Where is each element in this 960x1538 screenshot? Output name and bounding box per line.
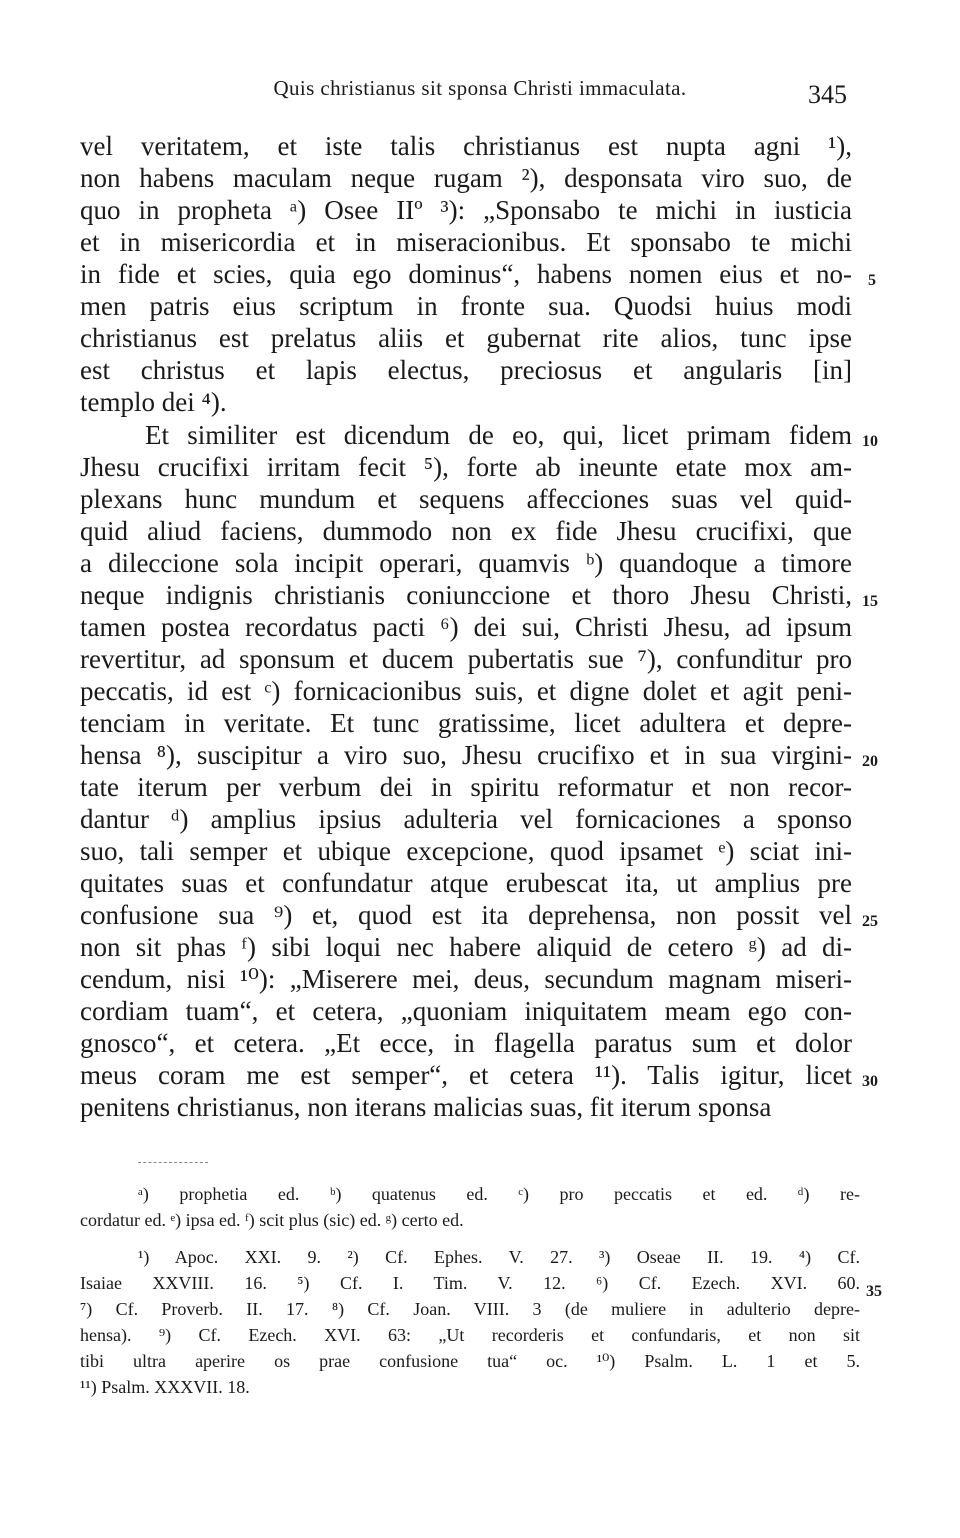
text-line: revertitur, ad sponsum et ducem pubertatis sue ⁷), confunditur pro [80,644,852,674]
text-line: penitens christianus, non iterans malicias suas, fit iterum sponsa [80,1092,772,1122]
text-line: suo, tali semper et ubique excepcione, quod ipsamet ᵉ) sciat ini- [80,836,852,866]
footnote-rule [138,1162,208,1163]
text-line: christianus est prelatus aliis et gubernat rite alios, tunc ipse [80,323,852,353]
source-note-line: ¹¹) Psalm. XXXVII. 18. [80,1377,250,1397]
text-line: tenciam in veritate. Et tunc gratissime, licet adultera et depre- [80,708,852,738]
line-number: 30 [862,1073,878,1090]
text-line: et in misericordia et in miseracionibus. Et sponsabo te michi [80,227,852,257]
text-line: Et similiter est dicendum de eo, qui, licet primam fidem [145,420,852,450]
text-line: cordiam tuam“, et cetera, „quoniam iniquitatem meam ego con- [80,996,852,1026]
source-note-line: tibi ultra aperire os prae confusione tua“ oc. ¹⁰) Psalm. L. 1 et 5. [80,1351,860,1371]
text-line: a dileccione sola incipit operari, quamvis ᵇ) quandoque a timore [80,548,852,578]
text-line: quitates suas et confundatur atque erubescat ita, ut amplius pre [80,868,852,898]
line-number: 15 [862,593,878,610]
apparatus-line: ᵃ) prophetia ed. ᵇ) quatenus ed. ᶜ) pro peccatis et ed. ᵈ) re- [138,1184,860,1204]
line-number: 25 [862,913,878,930]
text-line: peccatis, id est ᶜ) fornicacionibus suis, et digne dolet et agit peni- [80,676,852,706]
line-number: 5 [868,272,876,289]
running-title: Quis christianus sit sponsa Christi immaculata. [273,76,687,100]
text-line: tate iterum per verbum dei in spiritu reformatur et non recor- [80,772,852,802]
text-line: non sit phas ᶠ) sibi loqui nec habere aliquid de cetero ᵍ) ad di- [80,932,852,962]
page-number: 345 [808,80,847,109]
text-line: cendum, nisi ¹⁰): „Miserere mei, deus, secundum magnam miseri- [80,964,852,994]
text-line: templo dei ⁴). [80,387,227,417]
text-line: quo in propheta ᵃ) Osee IIº ³): „Sponsabo te michi in iusticia [80,195,852,225]
text-line: plexans hunc mundum et sequens affecciones suas vel quid- [80,484,852,514]
text-line: Jhesu crucifixi irritam fecit ⁵), forte ab ineunte etate mox am- [80,452,852,482]
apparatus-line: cordatur ed. ᵉ) ipsa ed. ᶠ) scit plus (sic) ed. ᵍ) certo ed. [80,1210,464,1230]
text-line: gnosco“, et cetera. „Et ecce, in flagella paratus sum et dolor [80,1028,852,1058]
text-line: non habens maculam neque rugam ²), desponsata viro suo, de [80,163,852,193]
line-number: 35 [866,1283,882,1300]
source-note-line: ¹) Apoc. XXI. 9. ²) Cf. Ephes. V. 27. ³) Oseae II. 19. ⁴) Cf. [138,1247,860,1267]
text-line: men patris eius scriptum in fronte sua. Quodsi huius modi [80,291,852,321]
text-line: meus coram me est semper“, et cetera ¹¹). Talis igitur, licet [80,1060,852,1090]
text-line: hensa ⁸), suscipitur a viro suo, Jhesu crucifixo et in sua virgini- [80,740,852,770]
line-number: 10 [862,433,878,450]
source-note-line: ⁷) Cf. Proverb. II. 17. ⁸) Cf. Joan. VIII. 3 (de muliere in adulterio depre- [80,1299,860,1319]
text-line: tamen postea recordatus pacti ⁶) dei sui, Christi Jhesu, ad ipsum [80,612,852,642]
source-note-line: Isaiae XXVIII. 16. ⁵) Cf. I. Tim. V. 12. ⁶) Cf. Ezech. XVI. 60. [80,1273,860,1293]
line-number: 20 [862,753,878,770]
text-line: vel veritatem, et iste talis christianus est nupta agni ¹), [80,131,852,161]
source-note-line: hensa). ⁹) Cf. Ezech. XVI. 63: „Ut recorderis et confundaris, et non sit [80,1325,860,1345]
text-line: dantur ᵈ) amplius ipsius adulteria vel fornicaciones a sponso [80,804,852,834]
text-line: confusione sua ⁹) et, quod est ita deprehensa, non possit vel [80,900,852,930]
text-line: est christus et lapis electus, preciosus et angularis [in] [80,355,852,385]
text-line: quid aliud faciens, dummodo non ex fide Jhesu crucifixi, que [80,516,852,546]
text-line: neque indignis christianis coniunccione et thoro Jhesu Christi, [80,580,852,610]
text-line: in fide et scies, quia ego dominus“, habens nomen eius et no- [80,259,852,289]
